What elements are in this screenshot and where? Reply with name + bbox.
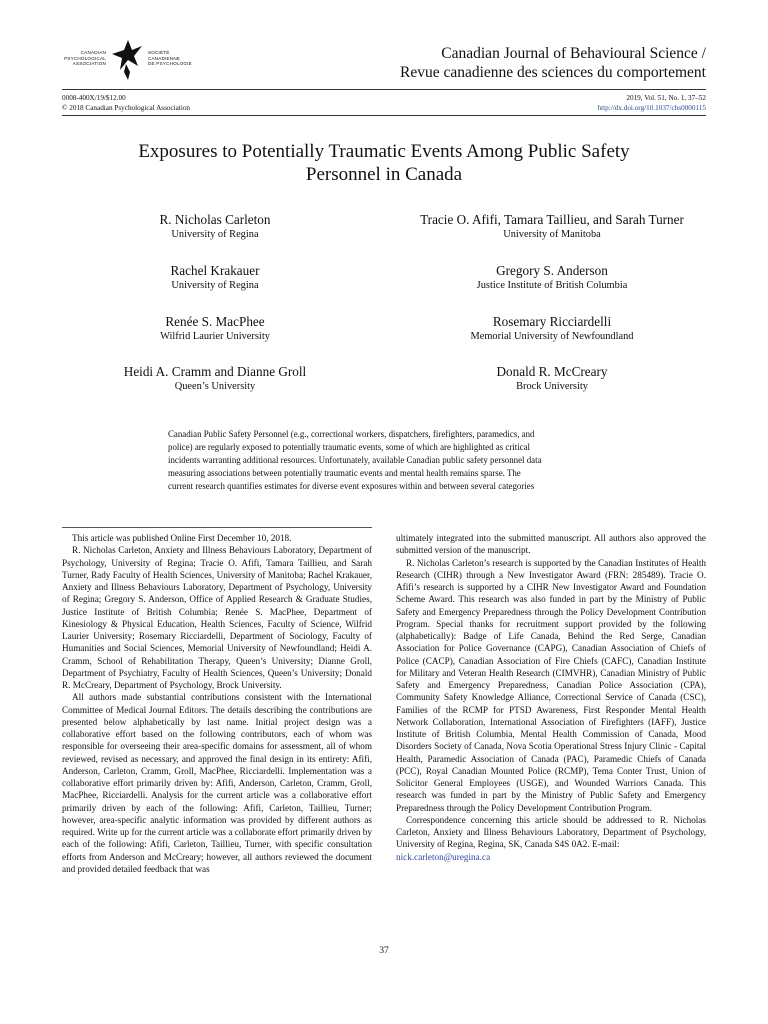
doi-link[interactable]: http://dx.doi.org/10.1037/cbs0000115 [597, 103, 706, 112]
author-block: Rachel Krakauer University of Regina [170, 263, 260, 291]
header-rule [62, 89, 706, 90]
footnote-column-left [62, 532, 372, 875]
author-block: Gregory S. Anderson Justice Institute of British Columbia [476, 263, 628, 291]
journal-title: Canadian Journal of Behavioural Science / Revue canadienne des sciences du comportement [399, 45, 706, 81]
abstract: Canadian Public Safety Personnel (e.g., correctional workers, dispatchers, firefighters, paramedics, and police) are regularly exposed to potentially traumatic events, some of which are highlighted as critical incidents warranting additional resources. Unfortunately, available Canadian public safety personnel data measuring associations between potentially traumatic events and mental health remains sparse. The current research quantifies estimates for diverse event exposures within and between several categories [168, 429, 542, 491]
footnote-paragraph: R. Nicholas Carleton’s research is supported by the Canadian Institutes of Health Research (CIHR) through a New Investigator Award (FRN: 285489). Tracie O. Afifi’s research is supported by a CIHR New Investigator Award and Foundation Scheme Award. This research was also funded in part by the Ministry of Public Safety and Emergency Preparedness through the Policy Development Contribution Program. Special thanks for recruitment support provided by the following (alphabetically): Badge of Life Canada, Behind the Red Serge, Canadian Association for Police Governance (CAPG), Canadian Association of Chiefs of Police (CACP), Canadian Association of Fire Chiefs (CAFC), Canadian Institute for Military and Veteran Health Research (CIMVHR), Canadian Ministry of Public Safety and Emergency Preparedness, Canadian Police Association (CPA), Community Safety Knowledge Alliance, Correctional Service of Canada (CSC), Families of the RCMP for PTSD Awareness, First Responder Mental Health Network Collaboration, International Association of Firefighters (IAFF), Justice Institute of British Columbia, Mental Health Commission of Canada, Mood Disorders Society of Canada, Nova Scotia Operational Stress Injury Clinic - Capital Health, Paramedic Association of Canada (PAC), Paramedic Chiefs of Canada (PCC), Royal Canadian Mounted Police (RCMP), Tema Conter Trust, Union of Solicitor General Employees (USGE), and Wounded Warriors Canada. This research was funded in part by the Ministry of Public Safety and Emergency Preparedness through the Policy Development Contribution Program. [396, 557, 706, 813]
footnote-paragraph: All authors made substantial contributions consistent with the International Committee of Medical Journal Editors. The details describing the contributions are presented below alphabetically by last name. Initial project design was a collaborative effort based on the following contributors, each of whom was responsible for overseeing their area-specific domains for assessment, all of whom reviewed, revised as necessary, and approved the final design in its entirety: Afifi, Anderson, Carleton, Cramm, Groll, MacPhee, Ricciardelli. Implementation was a collaborative effort primarily driven by: Afifi, Anderson, Carleton, Cramm, Groll, MacPhee, Ricciardelli. Analysis for the current article was a collaborative effort primarily driven by each of the following: Afifi, Carleton, Taillieu, Turner; however, area-specific analytic information was provided by different authors as required. Write up for the current article was a collaborate effort primarily driven by each of the following: Afifi, Carleton, Taillieu, Turner, with specific consultation efforts from Anderson and McCreary; however, all authors reviewed the document and provided detailed feedback that was [62, 692, 372, 874]
cpa-logo [62, 36, 212, 82]
author-block: Renée S. MacPhee Wilfrid Laurier University [160, 314, 270, 342]
footnote-rule [62, 527, 372, 528]
email-link[interactable]: nick.carleton@uregina.ca [396, 851, 491, 862]
article-title: Exposures to Potentially Traumatic Events Among Public Safety Personnel in Canada [138, 141, 630, 185]
society-name-fr: SOCIÉTÉ CANADIENNE DE PSYCHOLOGIE [148, 50, 192, 67]
bird-emblem-icon [108, 36, 148, 82]
meta-rule [62, 115, 706, 116]
author-block: R. Nicholas Carleton University of Regina [159, 212, 271, 240]
citation-block: 2019, Vol. 51, No. 1, 37–52 http://dx.doi.org/10.1037/cbs0000115 [597, 94, 706, 112]
author-block: Rosemary Ricciardelli Memorial University of Newfoundland [470, 314, 634, 342]
author-block: Heidi A. Cramm and Dianne Groll Queen’s University [123, 364, 307, 392]
society-name-en: CANADIAN PSYCHOLOGICAL ASSOCIATION [64, 50, 106, 67]
issn-block: 0008-400X/19/$12.00 © 2018 Canadian Psychological Association [62, 94, 191, 112]
email-line [396, 851, 706, 863]
footnote-paragraph: R. Nicholas Carleton, Anxiety and Illness Behaviours Laboratory, Department of Psychology, University of Regina; Tracie O. Afifi, Tamara Taillieu, and Sarah Turner, Rady Faculty of Health Sciences, University of Manitoba; Rachel Krakauer, Anxiety and Illness Behaviours Laboratory, Department of Psychology, University of Regina; Gregory S. Anderson, Office of Applied Research & Graduate Studies, Justice Institute of British Columbia; Renée S. MacPhee, Department of Kinesiology & Physical Education, Health Sciences, Faculty of Science, Wilfrid Laurier University; Rosemary Ricciardelli, Department of Sociology, Faculty of Humanities and Social Sciences, Memorial University of Newfoundland; Heidi A. Cramm, School of Rehabilitation Therapy, Queen’s University; Dianne Groll, Department of Psychiatry, Faculty of Health Sciences, Queen’s University; Donald R. McCreary, Department of Psychology, Brock University. [62, 545, 372, 690]
footnote-paragraph: Correspondence concerning this article should be addressed to R. Nicholas Carleton, Anxiety and Illness Behaviours Laboratory, Department of Psychology, University of Regina, Regina, SK, Canada S4S 0A2. E-mail: [396, 814, 706, 850]
footnote-column-right [396, 532, 706, 863]
page-number: 37 [379, 945, 389, 956]
author-block: Donald R. McCreary Brock University [496, 364, 608, 392]
author-block: Tracie O. Afifi, Tamara Taillieu, and Sarah Turner University of Manitoba [420, 212, 684, 240]
footnote-paragraph: This article was published Online First December 10, 2018. [72, 533, 292, 543]
footnote-paragraph: ultimately integrated into the submitted manuscript. All authors also approved the submitted version of the manuscript. [396, 533, 706, 556]
